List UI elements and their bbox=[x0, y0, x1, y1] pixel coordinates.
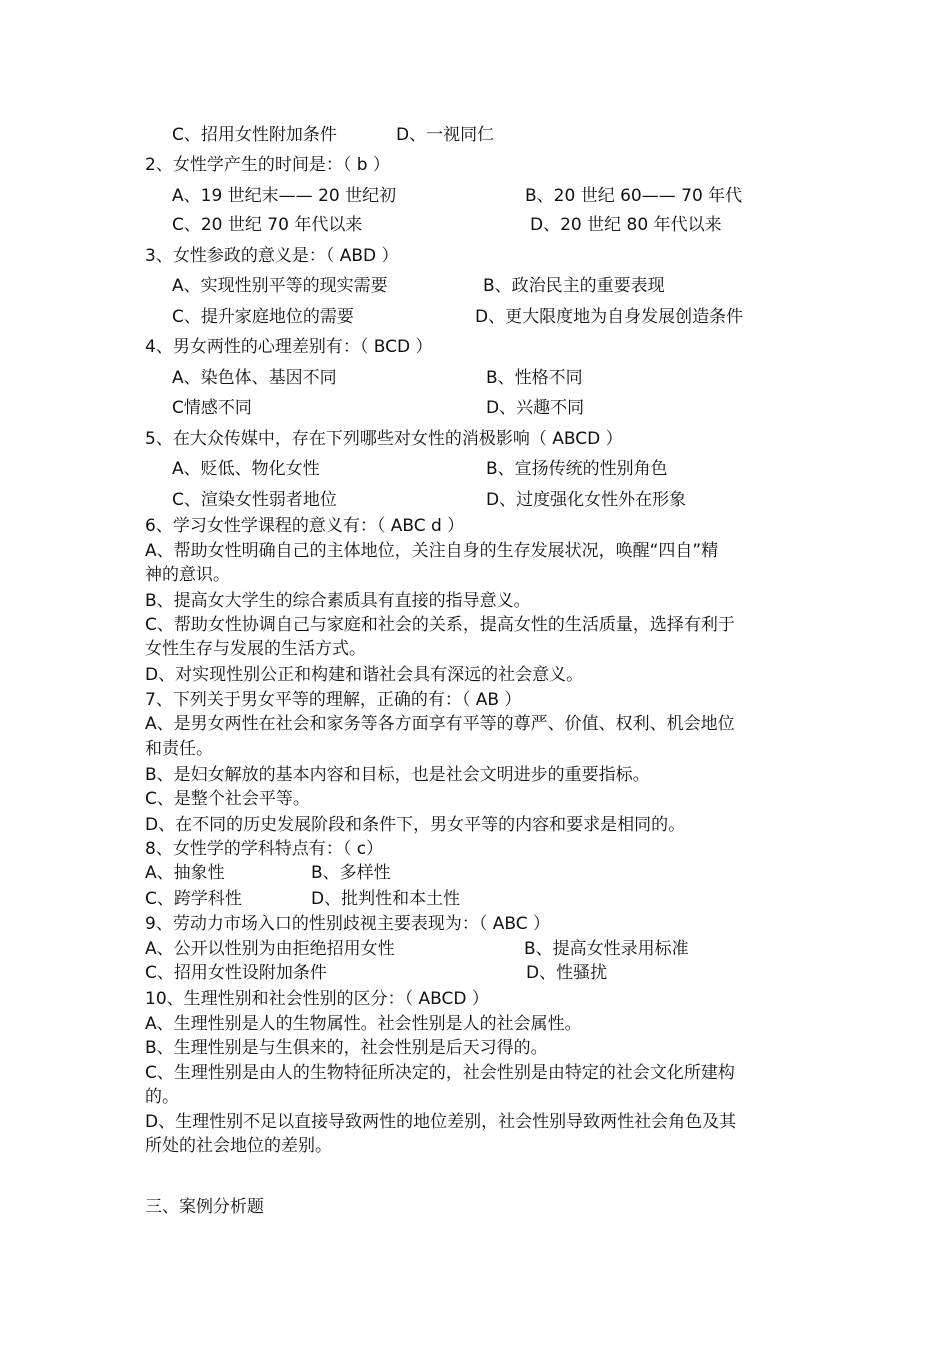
q10-option-b: B、生理性别是与生俱来的，社会性别是后天习得的。 bbox=[145, 1038, 548, 1058]
q10-option-d-line2: 所处的社会地位的差别。 bbox=[145, 1136, 332, 1156]
q6-option-a-line1: A、帮助女性明确自己的主体地位，关注自身的生存发展状况，唤醒“四自”精 bbox=[145, 541, 719, 561]
q9-option-b: B、提高女性录用标准 bbox=[524, 939, 689, 959]
q3-stem: 3、女性参政的意义是：（ ABD ） bbox=[145, 246, 399, 266]
q5-stem: 5、在大众传媒中，存在下列哪些对女性的消极影响（ ABCD ） bbox=[145, 429, 623, 449]
q8-stem: 8、女性学的学科特点有：（ c） bbox=[145, 839, 384, 859]
q7-option-d: D、在不同的历史发展阶段和条件下，男女平等的内容和要求是相同的。 bbox=[145, 815, 686, 835]
q4-option-b: B、性格不同 bbox=[486, 368, 583, 388]
q2-option-d: D、20 世纪 80 年代以来 bbox=[530, 215, 722, 235]
q8-option-d: D、批判性和本土性 bbox=[311, 889, 461, 909]
q4-option-c: C情感不同 bbox=[172, 398, 252, 418]
q5-option-a: A、贬低、物化女性 bbox=[172, 459, 320, 479]
q4-option-d: D、兴趣不同 bbox=[486, 398, 585, 418]
q3-option-a: A、实现性别平等的现实需要 bbox=[172, 276, 388, 296]
section-heading-case-analysis: 三、案例分析题 bbox=[145, 1197, 264, 1217]
q5-option-b: B、宣扬传统的性别角色 bbox=[486, 459, 668, 479]
q8-option-b: B、多样性 bbox=[311, 863, 391, 883]
q6-option-d: D、对实现性别公正和构建和谐社会具有深远的社会意义。 bbox=[145, 665, 584, 685]
q10-option-a: A、生理性别是人的生物属性。社会性别是人的社会属性。 bbox=[145, 1014, 582, 1034]
q8-option-c: C、跨学科性 bbox=[145, 889, 242, 909]
q10-stem: 10、生理性别和社会性别的区分：（ ABCD ） bbox=[145, 989, 489, 1009]
q10-option-c-line1: C、生理性别是由人的生物特征所决定的，社会性别是由特定的社会文化所建构 bbox=[145, 1063, 735, 1083]
q2-option-b: B、20 世纪 60—— 70 年代 bbox=[525, 186, 743, 206]
q5-option-c: C、渲染女性弱者地位 bbox=[172, 490, 337, 510]
q10-option-c-line2: 的。 bbox=[145, 1087, 179, 1107]
q4-stem: 4、男女两性的心理差别有：（ BCD ） bbox=[145, 337, 433, 357]
q5-option-d: D、过度强化女性外在形象 bbox=[486, 490, 687, 510]
q3-option-b: B、政治民主的重要表现 bbox=[483, 276, 665, 296]
q9-stem: 9、劳动力市场入口的性别歧视主要表现为：（ ABC ） bbox=[145, 914, 550, 934]
q1-option-d: D、一视同仁 bbox=[396, 125, 495, 145]
q2-option-a: A、19 世纪末—— 20 世纪初 bbox=[172, 186, 397, 206]
q3-option-d: D、更大限度地为自身发展创造条件 bbox=[475, 307, 744, 327]
q9-option-c: C、招用女性设附加条件 bbox=[145, 963, 327, 983]
q8-option-a: A、抽象性 bbox=[145, 863, 225, 883]
q9-option-d: D、性骚扰 bbox=[526, 963, 608, 983]
q7-option-b: B、是妇女解放的基本内容和目标，也是社会文明进步的重要指标。 bbox=[145, 765, 650, 785]
q9-option-a: A、公开以性别为由拒绝招用女性 bbox=[145, 939, 395, 959]
q10-option-d-line1: D、生理性别不足以直接导致两性的地位差别，社会性别导致两性社会角色及其 bbox=[145, 1112, 737, 1132]
q7-option-c: C、是整个社会平等。 bbox=[145, 789, 310, 809]
q6-option-c-line2: 女性生存与发展的生活方式。 bbox=[145, 639, 366, 659]
q2-option-c: C、20 世纪 70 年代以来 bbox=[172, 215, 363, 235]
q1-option-c: C、招用女性附加条件 bbox=[172, 125, 337, 145]
q7-option-a-line2: 和责任。 bbox=[145, 739, 213, 759]
q2-stem: 2、女性学产生的时间是：（ b ） bbox=[145, 155, 390, 175]
q4-option-a: A、染色体、基因不同 bbox=[172, 368, 337, 388]
q6-option-c-line1: C、帮助女性协调自己与家庭和社会的关系，提高女性的生活质量，选择有利于 bbox=[145, 615, 735, 635]
q6-option-b: B、提高女大学生的综合素质具有直接的指导意义。 bbox=[145, 591, 531, 611]
q6-stem: 6、学习女性学课程的意义有：（ ABC d ） bbox=[145, 516, 465, 536]
q7-stem: 7、下列关于男女平等的理解，正确的有：（ AB ） bbox=[145, 690, 522, 710]
q7-option-a-line1: A、是男女两性在社会和家务等各方面享有平等的尊严、价值、权利、机会地位 bbox=[145, 714, 735, 734]
q3-option-c: C、提升家庭地位的需要 bbox=[172, 307, 354, 327]
q6-option-a-line2: 神的意识。 bbox=[145, 565, 230, 585]
